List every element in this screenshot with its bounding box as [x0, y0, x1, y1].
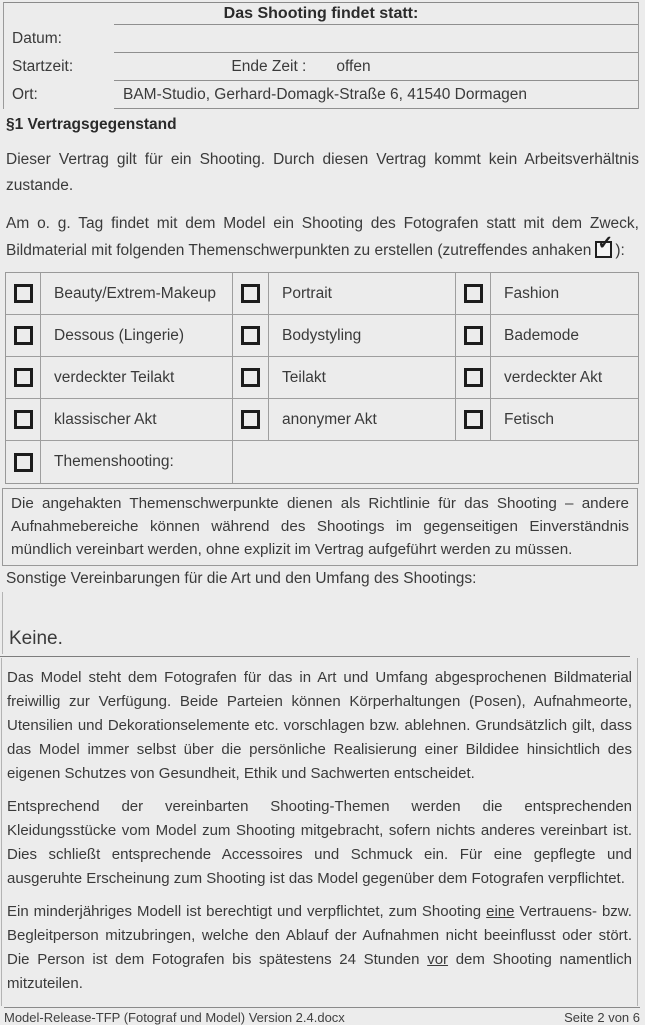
checkbox-anonymer-akt[interactable] [241, 410, 260, 429]
checkbox-cell [6, 315, 41, 357]
datum-label: Datum: [12, 30, 62, 47]
theme-label: Bodystyling [269, 315, 456, 357]
theme-label: anonymer Akt [269, 399, 456, 441]
checkbox-fashion[interactable] [464, 284, 483, 303]
theme-label: Portrait [269, 273, 456, 315]
theme-label: Fetisch [491, 399, 638, 441]
checkbox-cell [233, 357, 269, 399]
section-divider [0, 656, 630, 657]
themenshooting-value-field[interactable] [233, 441, 638, 483]
terms-p3-text: Ein minderjähriges Modell ist berechtigt und verpflichtet, zum Shooting [7, 903, 487, 920]
themes-checkbox-table [5, 272, 639, 484]
checkbox-fetisch[interactable] [464, 410, 483, 429]
ort-label: Ort: [12, 86, 38, 103]
footer-page-number: Seite 2 von 6 [564, 1010, 640, 1025]
startzeit-row [4, 53, 638, 81]
theme-label: Fashion [491, 273, 638, 315]
checkbox-verdeckter-teilakt[interactable] [14, 368, 33, 387]
checkbox-cell [456, 315, 491, 357]
checkbox-bademode[interactable] [464, 326, 483, 345]
ende-zeit-label: Ende Zeit : [231, 57, 307, 75]
checkbox-beauty[interactable] [14, 284, 33, 303]
section-vertragsgegenstand [6, 116, 639, 264]
checkbox-bodystyling[interactable] [241, 326, 260, 345]
terms-paragraph-2: Entsprechend der vereinbarten Shooting-Themen werden die entsprechenden Kleidungsstücke vom Model zum Shooting mitgebracht, sofern nichts anderes vereinbart ist. Dies schließt entsprechende Accessoires und Schmuck ein. Für eine gepflegte und ausgeruhte Erscheinung zum Shooting ist das Model gegenüber dem Fotografen verpflichtet. [7, 798, 632, 887]
startzeit-label: Startzeit: [12, 58, 74, 75]
checkbox-cell [456, 273, 491, 315]
paragraph-2-text: Am o. g. Tag findet mit dem Model ein Shooting des Fotografen statt mit dem Zweck, Bildmaterial mit folgenden Themenschwerpunkten zu erstellen (zutreffendes anhaken [6, 215, 639, 259]
page-footer [4, 1007, 640, 1025]
section-paragraph-2 [6, 210, 639, 264]
checkmark-glyph: ✓ [597, 233, 614, 254]
terms-p3-underline-eine: eine [486, 903, 515, 920]
startzeit-field[interactable] [114, 53, 638, 81]
theme-label: Beauty/Extrem-Makeup [41, 273, 233, 315]
ende-zeit-value: offen [336, 57, 371, 75]
ort-row [4, 81, 638, 109]
checkbox-portrait[interactable] [241, 284, 260, 303]
sonstige-value: Keine. [9, 628, 63, 649]
theme-label: Dessous (Lingerie) [41, 315, 233, 357]
theme-label: Themenshooting: [41, 441, 233, 483]
sonstige-label: Sonstige Vereinbarungen für die Art und den Umfang des Shootings: [6, 570, 477, 587]
theme-label: verdeckter Teilakt [41, 357, 233, 399]
page-title: Das Shooting findet statt: [223, 5, 419, 22]
theme-label: verdeckter Akt [491, 357, 638, 399]
datum-field[interactable] [114, 25, 638, 53]
theme-label: Teilakt [269, 357, 456, 399]
checkbox-cell [456, 399, 491, 441]
theme-label: Bademode [491, 315, 638, 357]
checkbox-cell [233, 315, 269, 357]
checkbox-klassischer-akt[interactable] [14, 410, 33, 429]
terms-paragraph-3 [7, 900, 632, 996]
terms-p3-text: dem Shooting namentlich mitzuteilen. [7, 951, 633, 992]
themes-note-box: Die angehakten Themenschwerpunkte dienen als Richtlinie für das Shooting – andere Aufnahmebereiche können während des Shootings im gegenseitigen Einverständnis mündlich vereinbart werden, ohne explizit im Vertrag aufgeführt werden zu müssen. [2, 488, 638, 566]
checkbox-verdeckter-akt[interactable] [464, 368, 483, 387]
footer-document-name: Model-Release-TFP (Fotograf und Model) Version 2.4.docx [4, 1010, 345, 1025]
checkbox-cell [456, 357, 491, 399]
terms-paragraph-1: Das Model steht dem Fotografen für das in Art und Umfang abgesprochenen Bildmaterial freiwillig zur Verfügung. Beide Parteien können Körperhaltungen (Posen), Aufnahmeorte, Utensilien und Dekorationselemente etc. vorschlagen bzw. ablehnen. Grundsätzlich gilt, dass das Model immer selbst über die persönliche Realisierung einer Bildidee hinsichtlich des eigenen Schutzes von Gesundheit, Ethik und Sachwerten entscheidet. [7, 669, 632, 782]
checkbox-cell [6, 441, 41, 483]
checkbox-teilakt[interactable] [241, 368, 260, 387]
checkbox-themenshooting[interactable] [14, 453, 33, 472]
terms-p3-underline-vor: vor [427, 951, 449, 968]
sonstige-value-box[interactable] [2, 592, 631, 654]
checked-checkbox-icon [595, 233, 614, 258]
contract-terms-box [1, 658, 638, 1006]
shooting-header-table [3, 2, 639, 109]
datum-row [4, 25, 638, 53]
checkbox-cell [6, 273, 41, 315]
terms-p3-text: Vertrauens- bzw. Begleitperson mitzubringen, welche den Ablauf der Aufnahmen nicht beeinflusst oder stört. Die Person ist dem Fotografen bis spätestens 24 Stunden [7, 903, 632, 968]
ort-field[interactable] [114, 81, 638, 109]
theme-label: klassischer Akt [41, 399, 233, 441]
section-heading: §1 Vertragsgegenstand [6, 116, 177, 133]
checkbox-cell [6, 399, 41, 441]
checkbox-cell [233, 399, 269, 441]
header-title-row [4, 3, 638, 25]
checkbox-cell [233, 273, 269, 315]
section-paragraph-1: Dieser Vertrag gilt für ein Shooting. Durch diesen Vertrag kommt kein Arbeitsverhältnis zustande. [6, 151, 639, 194]
checkbox-dessous[interactable] [14, 326, 33, 345]
checkbox-cell [6, 357, 41, 399]
ort-value: BAM-Studio, Gerhard-Domagk-Straße 6, 41540 Dormagen [123, 85, 528, 103]
paragraph-2-suffix: ): [615, 242, 625, 259]
